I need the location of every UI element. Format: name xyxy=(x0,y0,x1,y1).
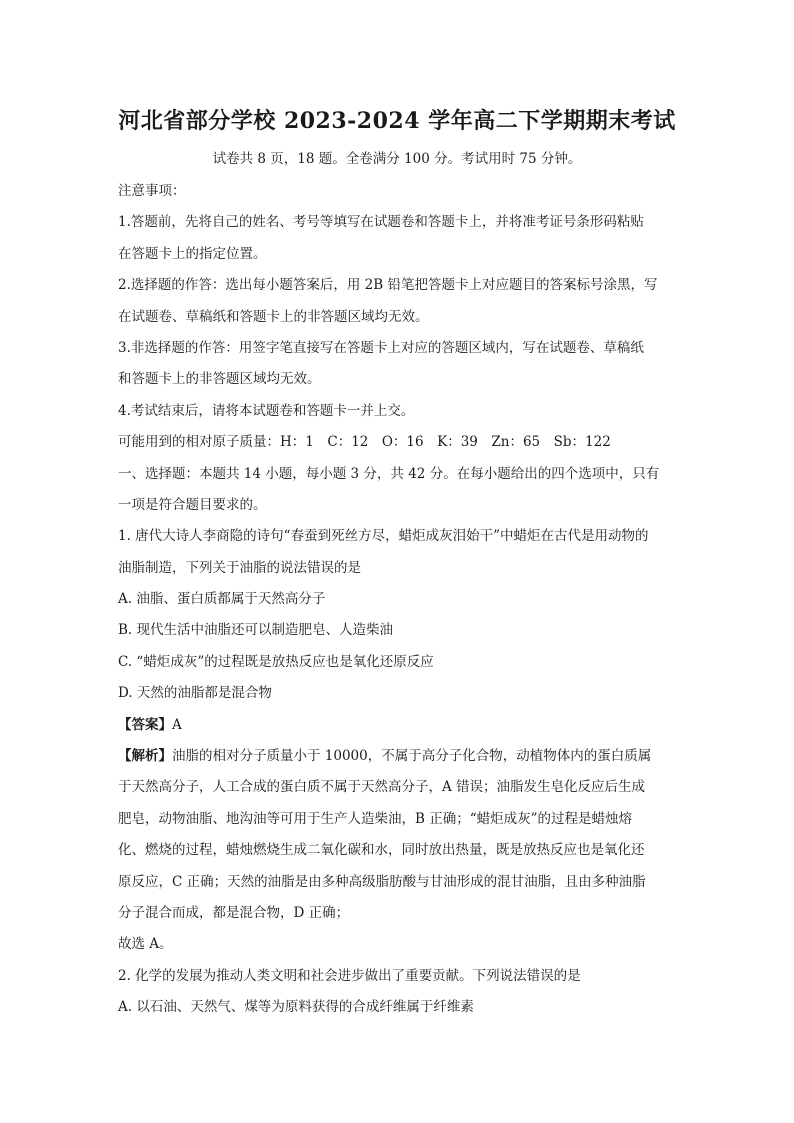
atomic-masses: 可能用到的相对原子质量：H：1 C：12 O：16 K：39 Zn：65 Sb：122 xyxy=(118,434,611,451)
analysis-line: 分子混合而成，都是混合物，D 正确； xyxy=(118,904,350,921)
analysis-text: 油脂的相对分子质量小于 10000，不属于高分子化合物，动植物体内的蛋白质属 xyxy=(172,748,652,765)
question-1-answer xyxy=(118,710,680,741)
notice-item: 和答题卡上的非答题区域均无效。 xyxy=(118,371,321,388)
notice-item: 在答题卡上的指定位置。 xyxy=(118,245,267,262)
section-heading-cont: 一项是符合题目要求的。 xyxy=(118,496,267,513)
analysis-label: 【解析】 xyxy=(118,748,172,765)
answer-label: 【答案】 xyxy=(118,716,172,733)
notice-item: 在试题卷、草稿纸和答题卡上的非答题区域均无效。 xyxy=(118,308,429,325)
analysis-line: 肥皂，动物油脂、地沟油等可用于生产人造柴油，B 正确；“蜡炬成灰”的过程是蜡烛熔 xyxy=(118,810,633,827)
answer-value: A xyxy=(172,716,182,733)
exam-body xyxy=(118,176,680,1024)
question-1-option-d: D. 天然的油脂都是混合物 xyxy=(118,685,272,702)
notice-item: 1.答题前，先将自己的姓名、考号等填写在试题卷和答题卡上，并将准考证号条形码粘贴 xyxy=(118,214,644,231)
exam-title: 河北省部分学校 2023-2024 学年高二下学期期末考试 xyxy=(118,108,676,134)
notice-item: 4.考试结束后，请将本试题卷和答题卡一并上交。 xyxy=(118,402,415,419)
question-1-option-a: A. 油脂、蛋白质都属于天然高分子 xyxy=(118,591,326,608)
question-1-stem: 1. 唐代大诗人李商隐的诗句“春蚕到死丝方尽，蜡炬成灰泪始干”中蜡炬在古代是用动物的 xyxy=(118,528,649,545)
exam-subtitle: 试卷共 8 页，18 题。全卷满分 100 分。考试用时 75 分钟。 xyxy=(212,151,582,167)
analysis-line: 于天然高分子，人工合成的蛋白质不属于天然高分子，A 错误；油脂发生皂化反应后生成 xyxy=(118,779,646,796)
analysis-line: 原反应，C 正确；天然的油脂是由多种高级脂肪酸与甘油形成的混甘油脂，且由多种油脂 xyxy=(118,873,646,890)
question-1-option-b: B. 现代生活中油脂还可以制造肥皂、人造柴油 xyxy=(118,622,394,639)
notice-heading: 注意事项： xyxy=(118,183,186,199)
question-2-stem: 2. 化学的发展为推动人类文明和社会进步做出了重要贡献。下列说法错误的是 xyxy=(118,967,581,984)
question-2-option-a: A. 以石油、天然气、煤等为原料获得的合成纤维属于纤维素 xyxy=(118,999,474,1016)
analysis-line: 化、燃烧的过程，蜡烛燃烧生成二氧化碳和水，同时放出热量，既是放热反应也是氧化还 xyxy=(118,842,645,859)
question-1-analysis xyxy=(118,741,680,772)
question-1-option-c: C. “蜡炬成灰”的过程既是放热反应也是氧化还原反应 xyxy=(118,653,434,670)
question-1-conclusion: 故选 A。 xyxy=(118,936,173,953)
section-heading: 一、选择题：本题共 14 小题，每小题 3 分，共 42 分。在每小题给出的四个选项中，只有 xyxy=(118,465,660,482)
notice-item: 2.选择题的作答：选出每小题答案后，用 2B 铅笔把答题卡上对应题目的答案标号涂黑，写 xyxy=(118,277,658,294)
notice-item: 3.非选择题的作答：用签字笔直接写在答题卡上对应的答题区域内，写在试题卷、草稿纸 xyxy=(118,339,644,356)
question-1-stem-cont: 油脂制造，下列关于油脂的说法错误的是 xyxy=(118,559,361,576)
